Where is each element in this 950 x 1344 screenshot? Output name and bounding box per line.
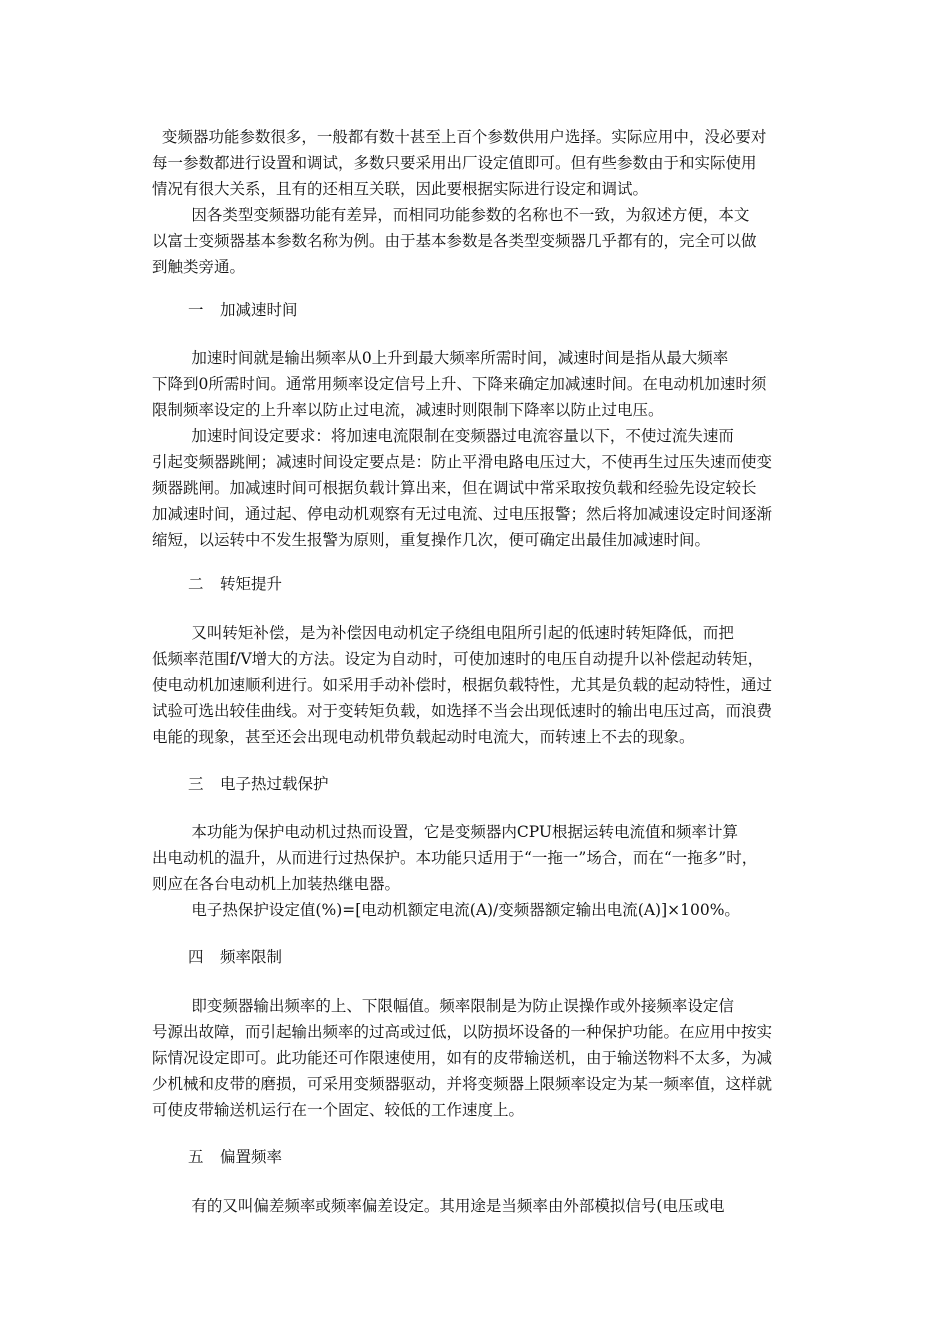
text-line: 限制频率设定的上升率以防止过电流，减速时则限制下降率以防止过电压。	[152, 401, 664, 419]
section-4-paragraph-1	[152, 993, 812, 1123]
text-line: 电能的现象，甚至还会出现电动机带负载起动时电流大，而转速上不去的现象。	[152, 728, 695, 746]
text-line: 缩短，以运转中不发生报警为原则，重复操作几次，便可确定出最佳加减速时间。	[152, 531, 711, 549]
section-number: 四	[188, 948, 204, 966]
text-line: 则应在各台电动机上加装热继电器。	[152, 875, 401, 893]
text-line: 引起变频器跳闸；减速时间设定要点是：防止平滑电路电压过大，不使再生过压失速而使变	[152, 453, 773, 471]
text-line: 本功能为保护电动机过热而设置，它是变频器内CPU根据运转电流值和频率计算	[152, 823, 738, 841]
text-line: 试验可选出较佳曲线。对于变转矩负载，如选择不当会出现低速时的输出电压过高，而浪费	[152, 702, 773, 720]
text-line: 出电动机的温升，从而进行过热保护。本功能只适用于“一拖一”场合，而在“一拖多”时，	[152, 849, 758, 867]
section-heading	[188, 571, 282, 597]
text-line: 可使皮带输送机运行在一个固定、较低的工作速度上。	[152, 1101, 525, 1119]
section-heading	[188, 1144, 282, 1170]
text-line: 加减速时间，通过起、停电动机观察有无过电流、过电压报警；然后将加减速设定时间逐渐	[152, 505, 773, 523]
text-line: 即变频器输出频率的上、下限幅值。频率限制是为防止误操作或外接频率设定信	[152, 997, 734, 1015]
text-line: 因各类型变频器功能有差异，而相同功能参数的名称也不一致，为叙述方便，本文	[152, 206, 750, 224]
section-title: 偏置频率	[220, 1148, 283, 1166]
section-heading	[188, 944, 282, 970]
text-line: 以富士变频器基本参数名称为例。由于基本参数是各类型变频器几乎都有的，完全可以做	[152, 232, 757, 250]
section-3-formula	[152, 897, 812, 923]
text-line: 变频器功能参数很多，一般都有数十甚至上百个参数供用户选择。实际应用中，没必要对	[152, 128, 767, 146]
text-line: 电子热保护设定值(%)=[电动机额定电流(A)/变频器额定输出电流(A)]×100%。	[152, 901, 740, 919]
section-number: 二	[188, 575, 204, 593]
intro-paragraph-1	[152, 124, 812, 202]
section-number: 三	[188, 775, 204, 793]
text-line: 际情况设定即可。此功能还可作限速使用，如有的皮带输送机，由于输送物料不太多，为减	[152, 1049, 773, 1067]
text-line: 号源出故障，而引起输出频率的过高或过低，以防损坏设备的一种保护功能。在应用中按实	[152, 1023, 773, 1041]
section-number: 五	[188, 1148, 204, 1166]
text-line: 使电动机加速顺利进行。如采用手动补偿时，根据负载特性，尤其是负载的起动特性，通过	[152, 676, 773, 694]
section-3-paragraph-1	[152, 819, 812, 897]
text-line: 每一参数都进行设置和调试，多数只要采用出厂设定值即可。但有些参数由于和实际使用	[152, 154, 757, 172]
section-title: 电子热过载保护	[220, 775, 329, 793]
text-line: 频器跳闸。加减速时间可根据负载计算出来，但在调试中常采取按负载和经验先设定较长	[152, 479, 757, 497]
text-line: 少机械和皮带的磨损，可采用变频器驱动，并将变频器上限频率设定为某一频率值，这样就	[152, 1075, 773, 1093]
section-1-paragraph-1	[152, 345, 812, 423]
text-line: 有的又叫偏差频率或频率偏差设定。其用途是当频率由外部模拟信号(电压或电	[152, 1197, 725, 1215]
section-title: 转矩提升	[220, 575, 283, 593]
section-5-paragraph-1	[152, 1193, 812, 1219]
section-2-paragraph-1	[152, 620, 812, 750]
intro-paragraph-2	[152, 202, 812, 280]
text-line: 加速时间设定要求：将加速电流限制在变频器过电流容量以下，不使过流失速而	[152, 427, 734, 445]
section-1-paragraph-2	[152, 423, 812, 553]
text-line: 加速时间就是输出频率从0上升到最大频率所需时间，减速时间是指从最大频率	[152, 349, 729, 367]
section-number: 一	[188, 301, 204, 319]
section-title: 频率限制	[220, 948, 283, 966]
section-title: 加减速时间	[220, 301, 298, 319]
text-line: 下降到0所需时间。通常用频率设定信号上升、下降来确定加减速时间。在电动机加速时须	[152, 375, 767, 393]
section-heading	[188, 297, 298, 323]
text-line: 低频率范围f/V增大的方法。设定为自动时，可使加速时的电压自动提升以补偿起动转矩，	[152, 650, 764, 668]
text-line: 到触类旁通。	[152, 258, 246, 276]
text-line: 又叫转矩补偿，是为补偿因电动机定子绕组电阻所引起的低速时转矩降低，而把	[152, 624, 734, 642]
section-heading	[188, 771, 329, 797]
text-line: 情况有很大关系，且有的还相互关联，因此要根据实际进行设定和调试。	[152, 180, 649, 198]
